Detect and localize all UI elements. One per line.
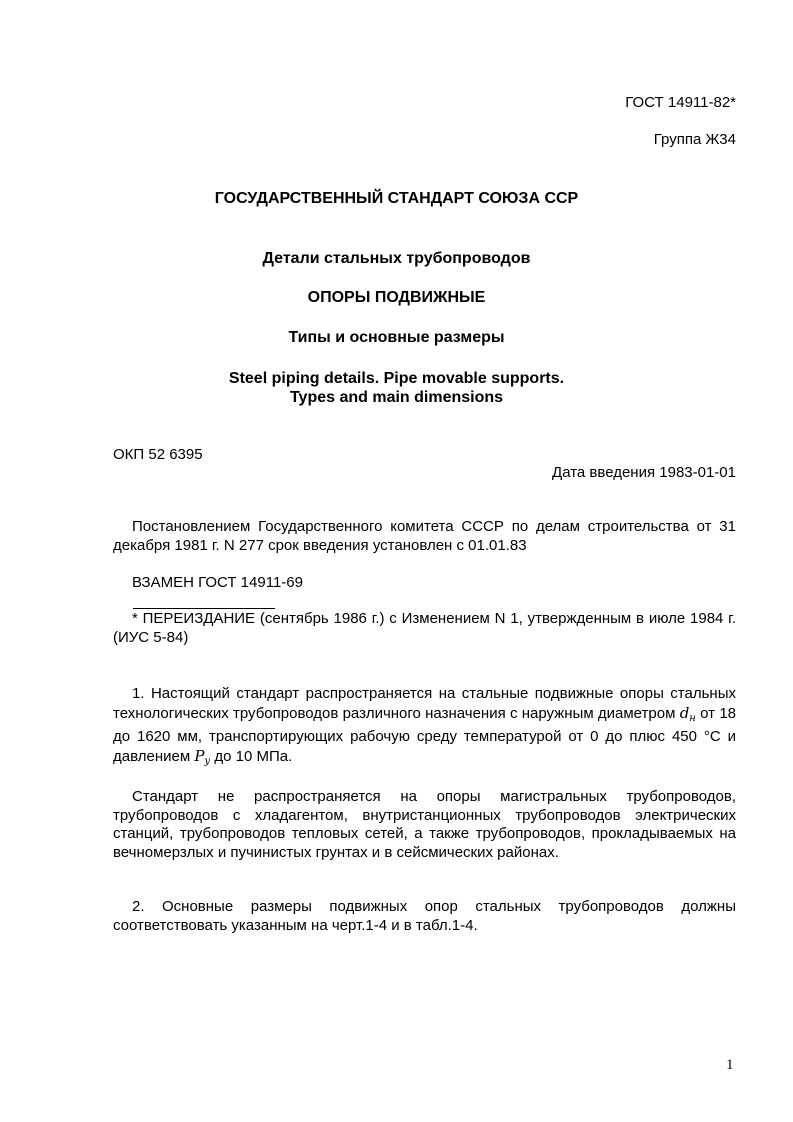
clause-2-paragraph: 2. Основные размеры подвижных опор стальных трубопроводов должны соответствовать указанным на черт.1-4 и в табл.1-4. xyxy=(113,898,736,934)
gost-number: ГОСТ 14911-82* xyxy=(625,94,736,111)
clause-1-text-b: от 18 до 1620 мм, транспортирующих рабочую среду температурой от 0 до плюс 450 °С и давлением xyxy=(113,704,737,765)
english-title-line1: Steel piping details. Pipe movable supports. xyxy=(228,370,565,387)
footnote-paragraph: * ПЕРЕИЗДАНИЕ (сентябрь 1986 г.) с Изменением N 1, утвержденным в июле 1984 г. (ИУС 5-84) xyxy=(113,610,736,646)
page-number: 1 xyxy=(726,1057,734,1073)
clause-1-paragraph xyxy=(113,685,736,771)
okp-code: ОКП 52 6395 xyxy=(113,446,203,463)
outer-diameter-symbol: $d_н$ xyxy=(679,703,696,724)
clause-1-text-c: до 10 МПа. xyxy=(214,747,293,765)
subject-heading: Детали стальных трубопроводов xyxy=(262,250,531,267)
document-subtitle: Типы и основные размеры xyxy=(288,329,505,346)
replaces-note: ВЗАМЕН ГОСТ 14911-69 xyxy=(132,574,303,591)
document-title: ОПОРЫ ПОДВИЖНЫЕ xyxy=(307,289,486,306)
pressure-symbol: $P_у$ xyxy=(194,746,211,767)
scope-exclusion-paragraph: Стандарт не распространяется на опоры магистральных трубопроводов, трубопроводов с хладагентом, внутристанционных трубопроводов электрических станций, трубопроводов тепловых сетей, а также трубопроводов, прокладываемых на вечномерзлых и пучинистых грунтах и в сейсмических районах. xyxy=(113,788,736,861)
introduction-date: Дата введения 1983-01-01 xyxy=(552,464,736,481)
resolution-paragraph: Постановлением Государственного комитета СССР по делам строительства от 31 декабря 1981 г. N 277 срок введения установлен с 01.01.83 xyxy=(113,518,736,554)
state-standard-heading: ГОСУДАРСТВЕННЫЙ СТАНДАРТ СОЮЗА ССР xyxy=(214,190,579,207)
group-code: Группа Ж34 xyxy=(653,131,736,148)
english-title-line2: Types and main dimensions xyxy=(289,389,504,406)
footnote-divider xyxy=(133,608,275,609)
clause-1-text-a: 1. Настоящий стандарт распространяется на стальные подвижные опоры стальных технологических трубопроводов различного назначения с наружным диаметром xyxy=(113,685,736,722)
